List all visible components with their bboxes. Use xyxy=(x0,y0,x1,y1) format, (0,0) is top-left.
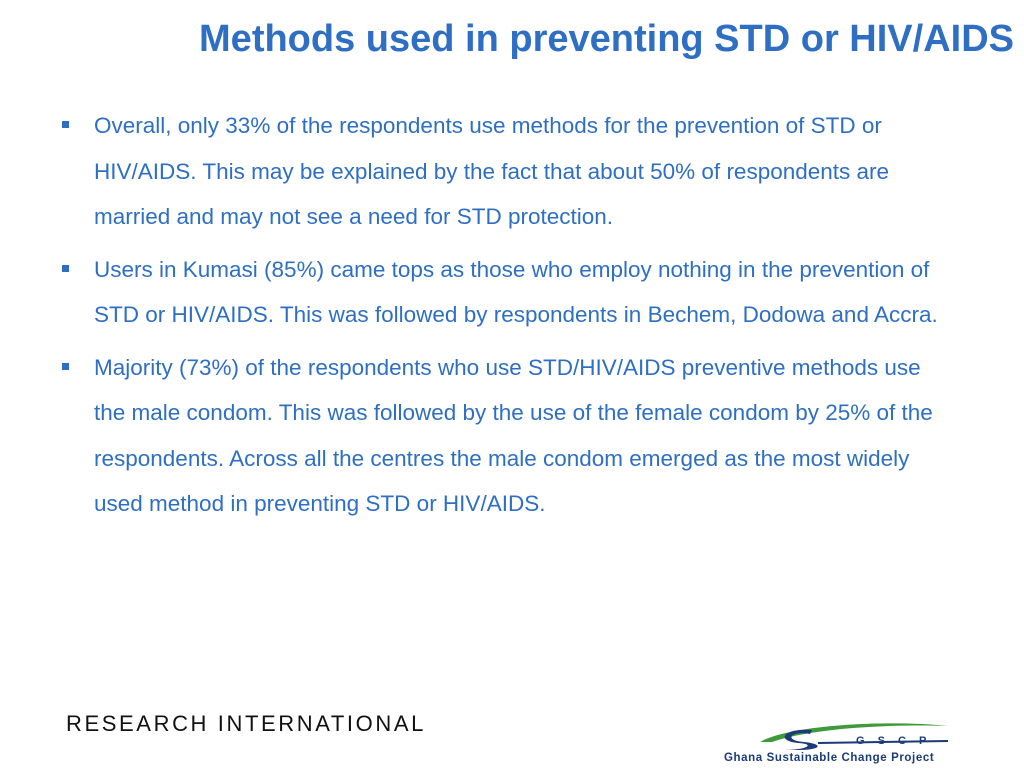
square-bullet-icon xyxy=(62,265,69,272)
bullet-text: Majority (73%) of the respondents who use STD/HIV/AIDS preventive methods use the male condom. This was followed by the use of the female condom by 25% of the respondents. Across all the centres the male condom emerged as the most widely used method in preventing STD or HIV/AIDS. xyxy=(94,354,933,516)
gscp-logo xyxy=(722,720,1022,768)
square-bullet-icon xyxy=(62,363,69,370)
bullet-item xyxy=(62,247,952,338)
bullet-text: Overall, only 33% of the respondents use methods for the prevention of STD or HIV/AIDS. This may be explained by the fact that about 50% of respondents are married and may not see a need for STD protection. xyxy=(94,113,890,229)
bullet-text: Users in Kumasi (85%) came tops as those who employ nothing in the prevention of STD or HIV/AIDS. This was followed by respondents in Bechem, Dodowa and Accra. xyxy=(94,256,938,327)
bullet-item xyxy=(62,103,952,240)
bullet-list xyxy=(62,103,952,534)
square-bullet-icon xyxy=(62,121,69,128)
gscp-abbreviation: G S C P xyxy=(856,735,932,747)
gscp-name: Ghana Sustainable Change Project xyxy=(724,752,935,764)
bullet-item xyxy=(62,345,952,527)
research-international-logo: RESEARCH INTERNATIONAL xyxy=(66,711,426,736)
slide-title: Methods used in preventing STD or HIV/AIDS xyxy=(199,18,1014,60)
